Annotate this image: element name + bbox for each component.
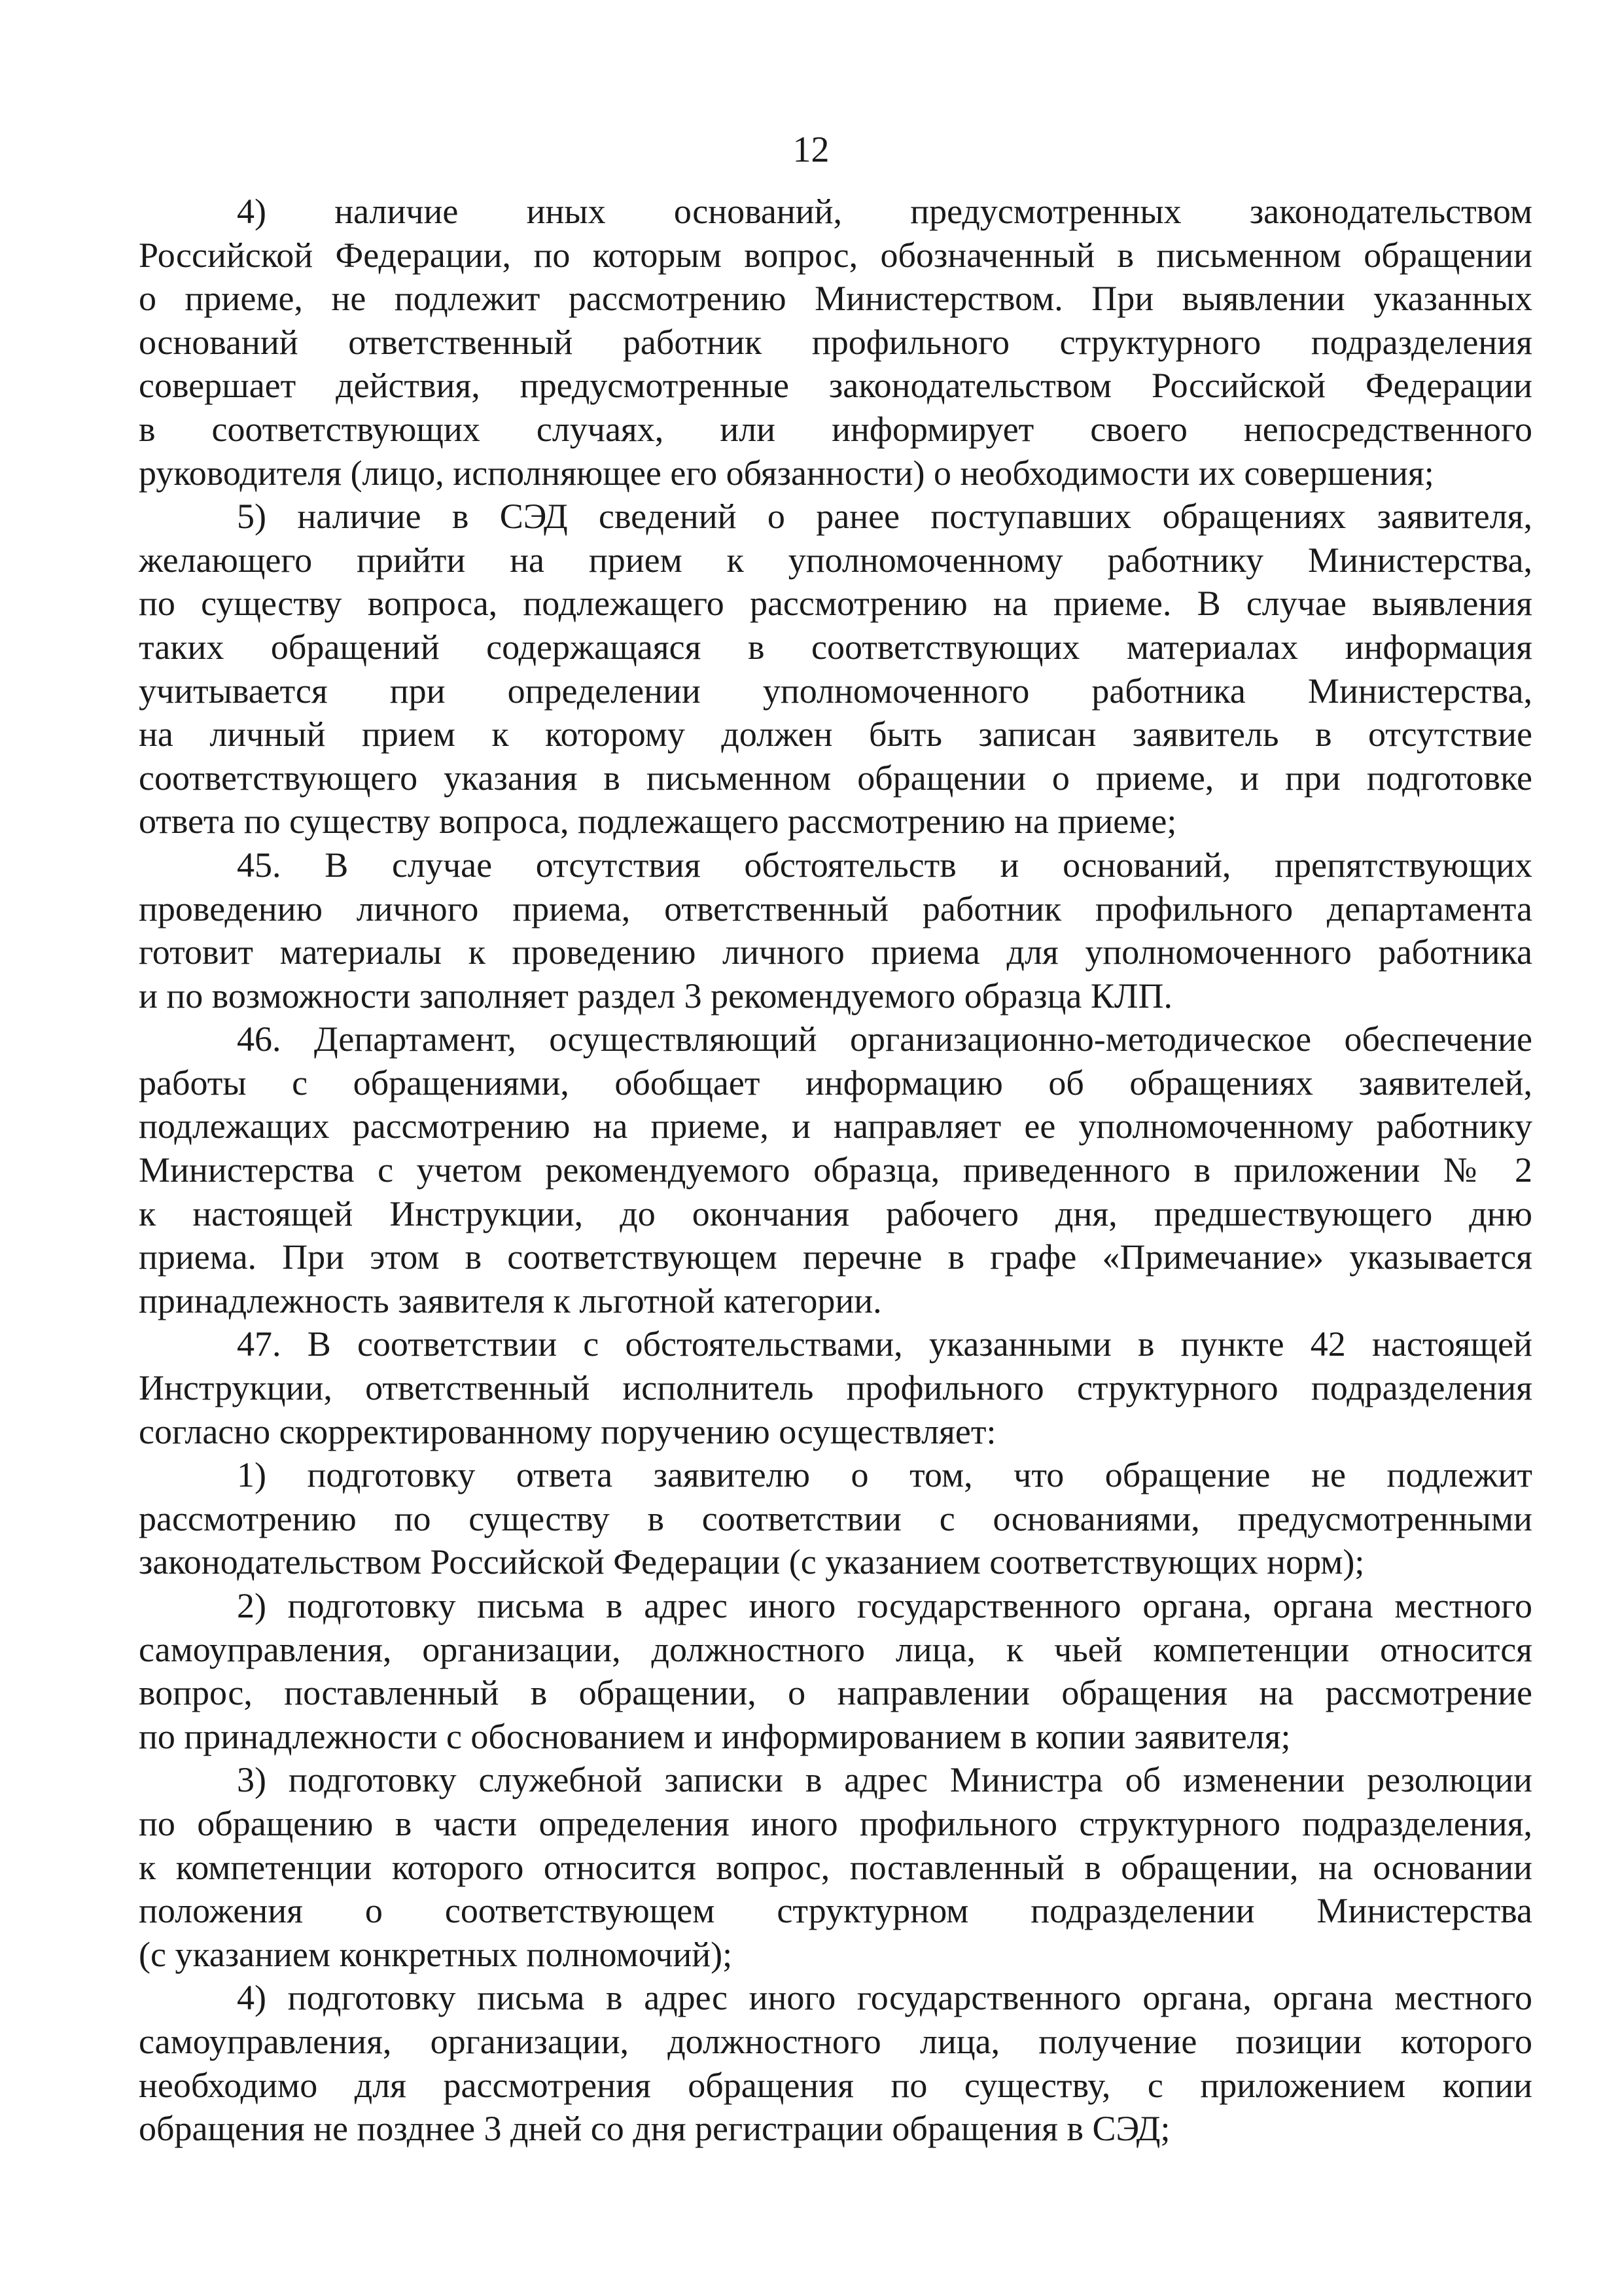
text-line: и по возможности заполняет раздел 3 рекомендуемого образца КЛП. xyxy=(139,976,1173,1016)
text-line: оснований ответственный работник профильного структурного подразделения xyxy=(139,322,1532,362)
text-line: самоуправления, организации, должностного лица, получение позиции которого xyxy=(139,2021,1532,2061)
text-line: (с указанием конкретных полномочий); xyxy=(139,1934,733,1974)
text-line: по обращению в части определения иного профильного структурного подразделения, xyxy=(139,1803,1532,1843)
text-line: на личный прием к которому должен быть записан заявитель в отсутствие xyxy=(139,715,1532,754)
text-line: принадлежность заявителя к льготной категории. xyxy=(139,1280,882,1320)
text-line: желающего прийти на прием к уполномоченному работнику Министерства, xyxy=(139,540,1532,580)
text-line: положения о соответствующем структурном подразделении Министерства xyxy=(139,1891,1532,1931)
paragraph-p-47-3 xyxy=(139,1758,1532,1976)
text-line: 45. В случае отсутствия обстоятельств и оснований, препятствующих xyxy=(237,845,1532,885)
text-line: законодательством Российской Федерации (с указанием соответствующих норм); xyxy=(139,1542,1365,1582)
text-line: таких обращений содержащаяся в соответствующих материалах информация xyxy=(139,627,1532,667)
paragraph-p-5-sed xyxy=(139,495,1532,843)
text-line: проведению личного приема, ответственный работник профильного департамента xyxy=(139,889,1532,928)
paragraph-p-47-2 xyxy=(139,1584,1532,1758)
text-line: руководителя (лицо, исполняющее его обязанности) о необходимости их совершения; xyxy=(139,453,1434,493)
text-line: по существу вопроса, подлежащего рассмотрению на приеме. В случае выявления xyxy=(139,584,1532,624)
paragraph-p-4-grounds xyxy=(139,190,1532,495)
text-line: вопрос, поставленный в обращении, о направлении обращения на рассмотрение xyxy=(139,1673,1532,1713)
text-line: Министерства с учетом рекомендуемого образца, приведенного в приложении № 2 xyxy=(139,1150,1532,1190)
paragraph-p-47-1 xyxy=(139,1453,1532,1584)
text-line: 2) подготовку письма в адрес иного государственного органа, органа местного xyxy=(237,1586,1532,1625)
text-line: 5) наличие в СЭД сведений о ранее поступавших обращениях заявителя, xyxy=(237,497,1532,537)
text-line: обращения не позднее 3 дней со дня регистрации обращения в СЭД; xyxy=(139,2109,1171,2149)
text-line: Российской Федерации, по которым вопрос, обозначенный в письменном обращении xyxy=(139,235,1532,275)
text-line: к настоящей Инструкции, до окончания рабочего дня, предшествующего дню xyxy=(139,1193,1532,1233)
text-line: работы с обращениями, обобщает информацию об обращениях заявителей, xyxy=(139,1063,1532,1103)
paragraph-p-46 xyxy=(139,1017,1532,1322)
text-line: 4) наличие иных оснований, предусмотренных законодательством xyxy=(237,192,1532,231)
text-line: совершает действия, предусмотренные законодательством Российской Федерации xyxy=(139,366,1532,406)
page-number: 12 xyxy=(792,130,830,170)
text-line: необходимо для рассмотрения обращения по существу, с приложением копии xyxy=(139,2065,1532,2105)
text-line: согласно скорректированному поручению осуществляет: xyxy=(139,1411,996,1451)
text-line: готовит материалы к проведению личного приема для уполномоченного работника xyxy=(139,932,1532,972)
text-line: 46. Департамент, осуществляющий организационно-методическое обеспечение xyxy=(237,1019,1532,1059)
text-line: в соответствующих случаях, или информирует своего непосредственного xyxy=(139,409,1532,449)
text-line: о приеме, не подлежит рассмотрению Министерством. При выявлении указанных xyxy=(139,279,1532,319)
text-line: рассмотрению по существу в соответствии с основаниями, предусмотренными xyxy=(139,1498,1532,1538)
paragraph-p-45 xyxy=(139,843,1532,1017)
text-line: к компетенции которого относится вопрос, поставленный в обращении, на основании xyxy=(139,1847,1532,1887)
text-line: по принадлежности с обоснованием и информированием в копии заявителя; xyxy=(139,1716,1291,1756)
text-line: 1) подготовку ответа заявителю о том, что обращение не подлежит xyxy=(237,1455,1532,1495)
text-line: ответа по существу вопроса, подлежащего рассмотрению на приеме; xyxy=(139,802,1177,841)
paragraph-p-47-4 xyxy=(139,1976,1532,2150)
text-line: 47. В соответствии с обстоятельствами, указанными в пункте 42 настоящей xyxy=(237,1324,1532,1364)
text-line: приема. При этом в соответствующем перечне в графе «Примечание» указывается xyxy=(139,1237,1532,1277)
text-line: 4) подготовку письма в адрес иного государственного органа, органа местного xyxy=(237,1978,1532,2018)
text-line: Инструкции, ответственный исполнитель профильного структурного подразделения xyxy=(139,1368,1532,1408)
text-line: самоуправления, организации, должностного лица, к чьей компетенции относится xyxy=(139,1629,1532,1669)
text-line: учитывается при определении уполномоченного работника Министерства, xyxy=(139,671,1532,711)
text-line: подлежащих рассмотрению на приеме, и направляет ее уполномоченному работнику xyxy=(139,1106,1532,1146)
text-line: 3) подготовку служебной записки в адрес Министра об изменении резолюции xyxy=(237,1760,1532,1800)
document-body xyxy=(139,190,1532,2151)
paragraph-p-47 xyxy=(139,1322,1532,1453)
text-line: соответствующего указания в письменном обращении о приеме, и при подготовке xyxy=(139,758,1532,798)
